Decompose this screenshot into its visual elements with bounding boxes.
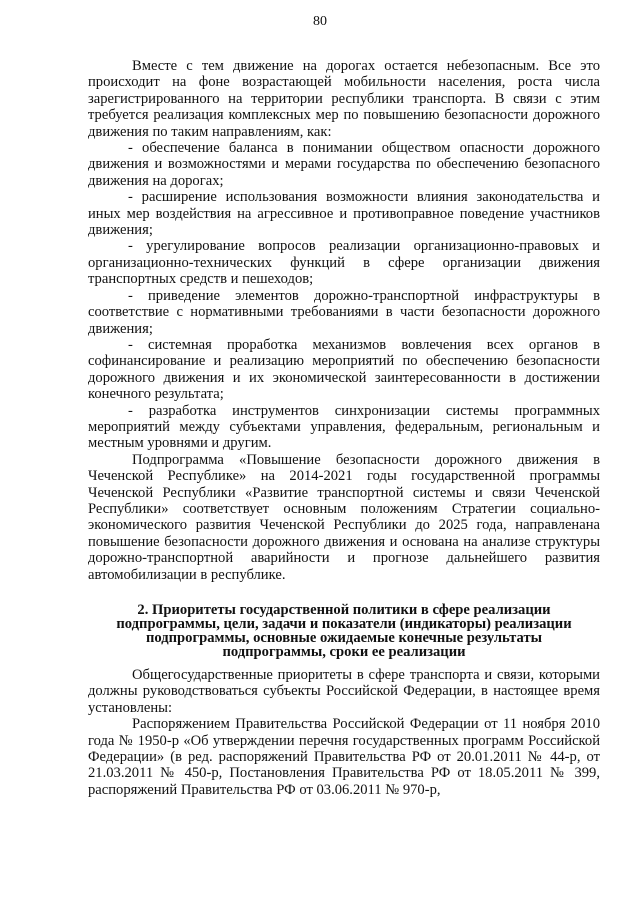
paragraph-priorities: Общегосударственные приоритеты в сфере транспорта и связи, которыми должны руководствоваться субъекты Российской Федерации, в настоящее время установлены:	[88, 667, 600, 716]
list-item: - расширение использования возможности влияния законодательства и иных мер воздействия на агрессивное и противоправное поведение участников движения;	[88, 189, 600, 239]
paragraph-subprogram: Подпрограмма «Повышение безопасности дорожного движения в Чеченской Республике» на 2014-2021 годы государственной программы Чеченской Республики «Развитие транспортной системы и связи Чеченской Республики» соответствует основным положениям Стратегии социально-экономического развития Чеченской Республики до 2025 года, направленана повышение безопасности дорожного движения и основана на анализе структуры дорожно-транспортной аварийности и прогнозе дальнейшего развития автомобилизации в республике.	[88, 451, 600, 583]
section-heading: 2. Приоритеты государственной политики в сфере реализации подпрограммы, цели, задачи и показатели (индикаторы) реализации подпрограммы, основные ожидаемые конечные результаты подпрограммы, сроки ее реализации	[116, 602, 572, 660]
page-content	[88, 58, 600, 798]
page-number: 80	[313, 14, 327, 29]
list-item: - разработка инструментов синхронизации системы программных мероприятий между субъектами управления, федеральным, региональным и местным уровнями и другим.	[88, 402, 600, 452]
list-item: - приведение элементов дорожно-транспортной инфраструктуры в соответствие с нормативными требованиями в части безопасности дорожного движения;	[88, 287, 600, 337]
list-item: - системная проработка механизмов вовлечения всех органов в софинансирование и реализацию мероприятий по обеспечению безопасности дорожного движения и их экономической заинтересованности в достижении конечного результата;	[88, 336, 600, 403]
paragraph-intro: Вместе с тем движение на дорогах остается небезопасным. Все это происходит на фоне возрастающей мобильности населения, роста числа зарегистрированного на территории республики транспорта. В связи с этим требуется реализация комплексных мер по повышению безопасности дорожного движения по таким направлениям, как:	[88, 58, 600, 140]
list-item: - обеспечение баланса в понимании обществом опасности дорожного движения и возможностями и мерами государства по обеспечению безопасного движения на дорогах;	[88, 140, 600, 189]
list-item: - урегулирование вопросов реализации организационно-правовых и организационно-технических функций в сфере организации движения транспортных средств и пешеходов;	[88, 238, 600, 288]
paragraph-government-order: Распоряжением Правительства Российской Федерации от 11 ноября 2010 года № 1950-р «Об утверждении перечня государственных программ Российской Федерации» (в ред. распоряжений Правительства РФ от 20.01.2011 № 44-р, от 21.03.2011 № 450-р, Постановления Правительства РФ от 18.05.2011 № 399, распоряжений Правительства РФ от 03.06.2011 № 970-р,	[88, 716, 600, 798]
